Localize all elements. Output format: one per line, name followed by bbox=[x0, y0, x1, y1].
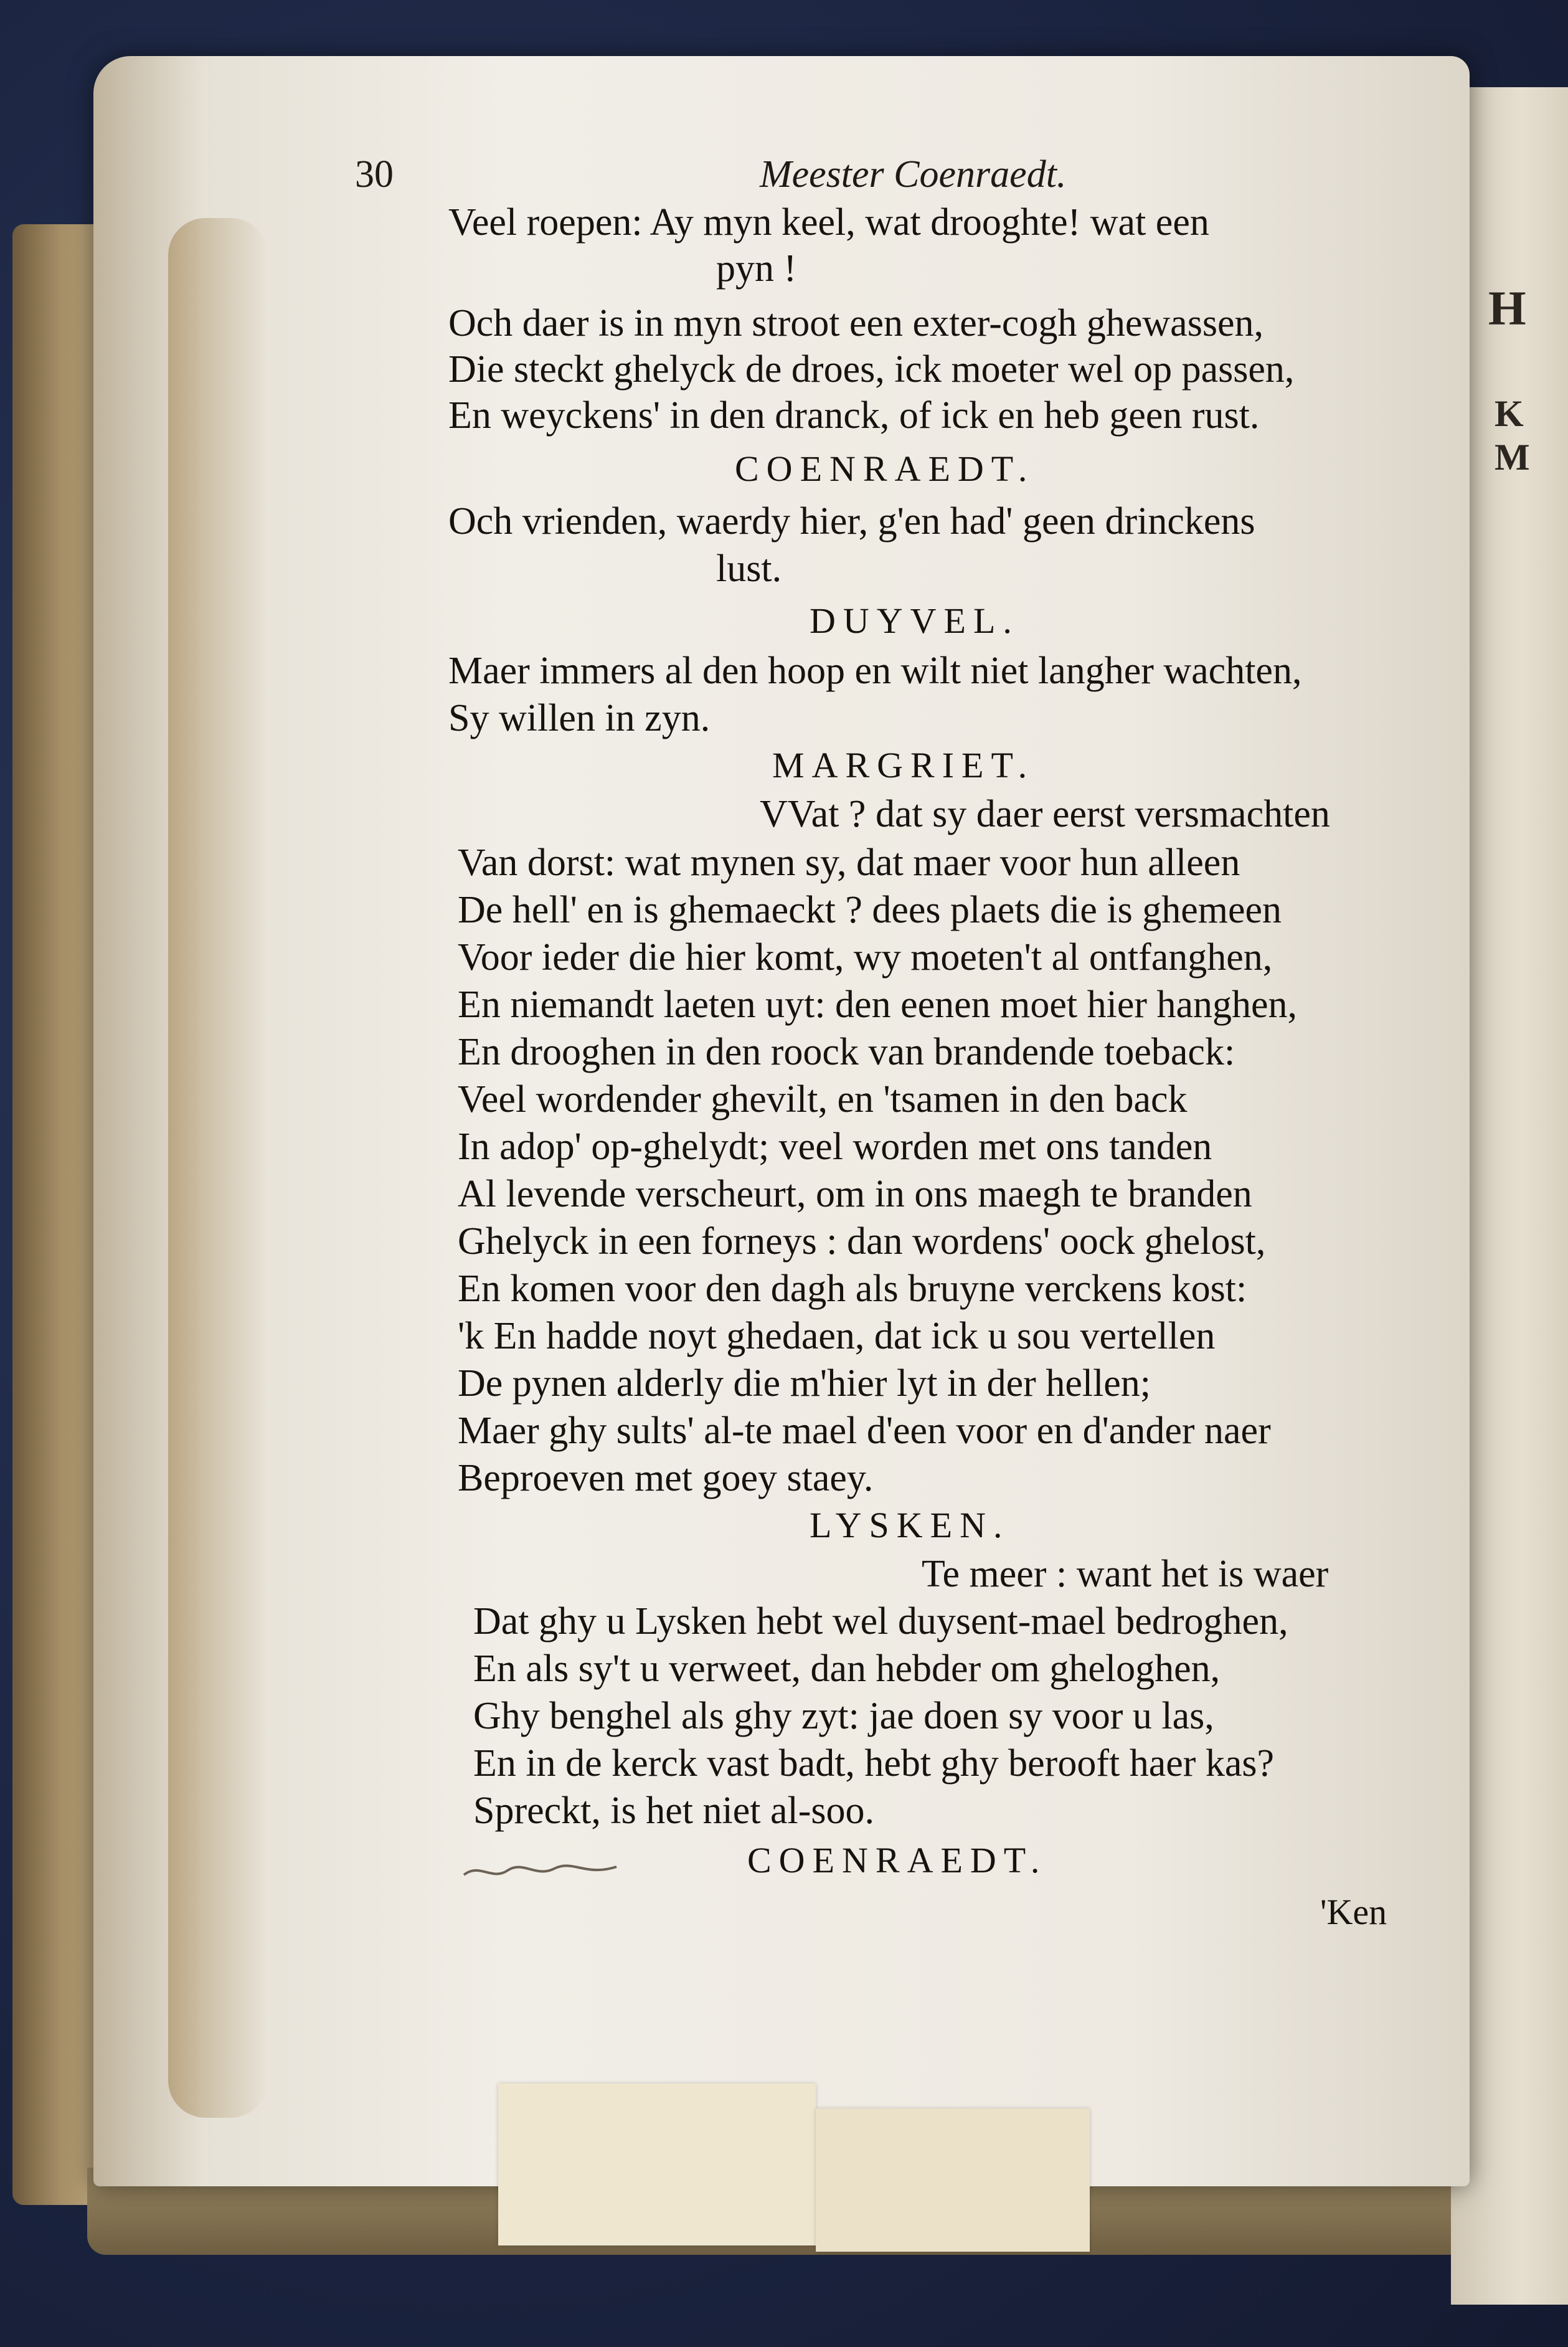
verse-line: In adop' op-ghelydt; veel worden met ons tanden bbox=[458, 1126, 1212, 1168]
verse-line: Dat ghy u Lysken hebt wel duysent-mael bedroghen, bbox=[473, 1600, 1288, 1643]
facing-page-fragment: K bbox=[1495, 393, 1524, 434]
page-stain bbox=[168, 218, 268, 2118]
verse-line: Ghelyck in een forneys : dan wordens' oock ghelost, bbox=[458, 1220, 1266, 1263]
speaker-name: MARGRIET. bbox=[772, 745, 1035, 785]
paper-repair-patch bbox=[498, 2084, 816, 2245]
catchword: 'Ken bbox=[1320, 1892, 1387, 1932]
speaker-name: LYSKEN. bbox=[810, 1505, 1010, 1545]
verse-line: En komen voor den dagh als bruyne verckens kost: bbox=[458, 1268, 1247, 1310]
facing-page-fragment: M bbox=[1495, 437, 1530, 478]
turnover-line: pyn ! bbox=[716, 247, 797, 290]
verse-line: Sy willen in zyn. bbox=[448, 697, 711, 739]
speaker-name: COENRAEDT. bbox=[747, 1840, 1047, 1880]
verse-line: Veel wordender ghevilt, en 'tsamen in den back bbox=[458, 1078, 1188, 1121]
verse-line: Beproeven met goey staey. bbox=[458, 1457, 874, 1499]
verse-line: Van dorst: wat mynen sy, dat maer voor hun alleen bbox=[458, 842, 1240, 884]
verse-line: Maer immers al den hoop en wilt niet langher wachten, bbox=[448, 650, 1302, 692]
verse-line: En drooghen in den roock van brandende toeback: bbox=[458, 1031, 1235, 1073]
page-number: 30 bbox=[355, 153, 394, 196]
verse-line: VVat ? dat sy daer eerst versmachten bbox=[760, 793, 1330, 835]
paper-repair-patch bbox=[816, 2108, 1090, 2252]
running-title: Meester Coenraedt. bbox=[760, 153, 1067, 196]
verse-line: En als sy't u verweet, dan hebder om gheloghen, bbox=[473, 1648, 1221, 1690]
verse-line: Voor ieder die hier komt, wy moeten't al ontfanghen, bbox=[458, 936, 1273, 979]
verse-line: En weyckens' in den dranck, of ick en heb geen rust. bbox=[448, 394, 1260, 437]
verse-line: Die steckt ghelyck de droes, ick moeter wel op passen, bbox=[448, 348, 1295, 391]
verse-line: Ghy benghel als ghy zyt: jae doen sy voor u las, bbox=[473, 1695, 1214, 1737]
speaker-name: DUYVEL. bbox=[810, 600, 1019, 641]
verse-line: 'k En hadde noyt ghedaen, dat ick u sou vertellen bbox=[458, 1315, 1216, 1357]
verse-line: De pynen alderly die m'hier lyt in der hellen; bbox=[458, 1362, 1151, 1405]
verse-line: Veel roepen: Ay myn keel, wat drooghte! wat een bbox=[448, 201, 1209, 244]
verse-line: Te meer : want het is waer bbox=[922, 1553, 1329, 1595]
verse-line: Och vrienden, waerdy hier, g'en had' geen drinckens bbox=[448, 500, 1255, 543]
verse-line: Och daer is in myn stroot een exter-cogh ghewassen, bbox=[448, 302, 1263, 344]
verse-line: Spreckt, is het niet al-soo. bbox=[473, 1790, 874, 1832]
verse-line: De hell' en is ghemaeckt ? dees plaets die is ghemeen bbox=[458, 889, 1282, 931]
speaker-name: COENRAEDT. bbox=[735, 448, 1035, 489]
verse-line: Maer ghy sults' al-te mael d'een voor en d'ander naer bbox=[458, 1410, 1271, 1452]
turnover-line: lust. bbox=[716, 548, 782, 590]
verse-line: En in de kerck vast badt, hebt ghy berooft haer kas? bbox=[473, 1742, 1275, 1785]
faint-signature-mark bbox=[461, 1859, 623, 1884]
verse-line: En niemandt laeten uyt: den eenen moet hier hanghen, bbox=[458, 984, 1298, 1026]
verse-line: Al levende verscheurt, om in ons maegh te branden bbox=[458, 1173, 1252, 1215]
facing-page-fragment: H bbox=[1488, 281, 1526, 335]
